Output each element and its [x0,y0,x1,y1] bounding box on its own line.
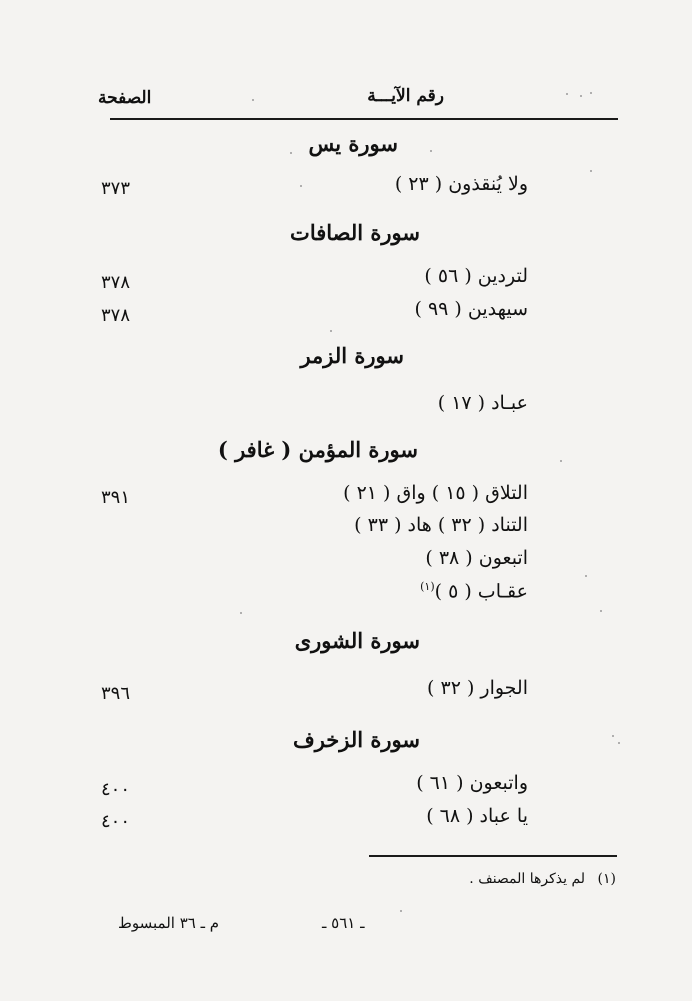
footnote-rule [369,855,617,857]
verse-entry: التلاق ( ١٥ ) واق ( ٢١ ) [343,482,528,504]
verse-column-header: رقم الآيـــة [367,86,444,106]
surah-heading: سورة الزخرف [292,727,420,752]
surah-heading: سورة الزمر [300,343,404,368]
page-column-header: الصفحة [98,88,152,108]
footnote-reference: (١) [420,580,435,593]
verse-entry: لتردين ( ٥٦ ) [424,265,528,287]
surah-heading: سورة المؤمن ( غافر ) [217,437,418,462]
verse-entry: واتبعون ( ٦١ ) [416,772,528,794]
verse-entry [420,580,528,602]
footnote-marker: (١) [597,871,616,887]
surah-heading: سورة يس [308,131,398,156]
verse-entry: يا عباد ( ٦٨ ) [426,805,528,827]
book-reference: م ـ ٣٦ المبسوط [118,914,220,932]
page-number: ٣٩١ [101,487,131,508]
surah-heading: سورة الشورى [294,628,420,653]
verse-entry: سيهدين ( ٩٩ ) [414,298,528,320]
verse-entry: ولا يُنقذون ( ٢٣ ) [394,173,528,195]
page-number: ٤٠٠ [101,779,131,800]
verse-entry: الجوار ( ٣٢ ) [427,677,528,699]
header-rule [110,118,618,120]
page-number: ٣٧٨ [101,272,131,293]
page-number: ٣٩٦ [101,683,131,704]
verse-entry: عبـاد ( ١٧ ) [437,392,528,414]
printed-page-number: ـ ٥٦١ ـ [322,914,365,932]
page-number: ٤٠٠ [101,811,131,832]
footnote [469,871,616,887]
verse-text: عقـاب ( ٥ ) [434,580,528,603]
surah-heading: سورة الصافات [290,220,420,245]
footnote-text: لم يذكرها المصنف . [469,871,586,887]
verse-entry: اتبعون ( ٣٨ ) [425,547,528,569]
page-number: ٣٧٣ [101,178,131,199]
page-number: ٣٧٨ [101,305,131,326]
verse-entry: التناد ( ٣٢ ) هاد ( ٣٣ ) [354,514,528,536]
